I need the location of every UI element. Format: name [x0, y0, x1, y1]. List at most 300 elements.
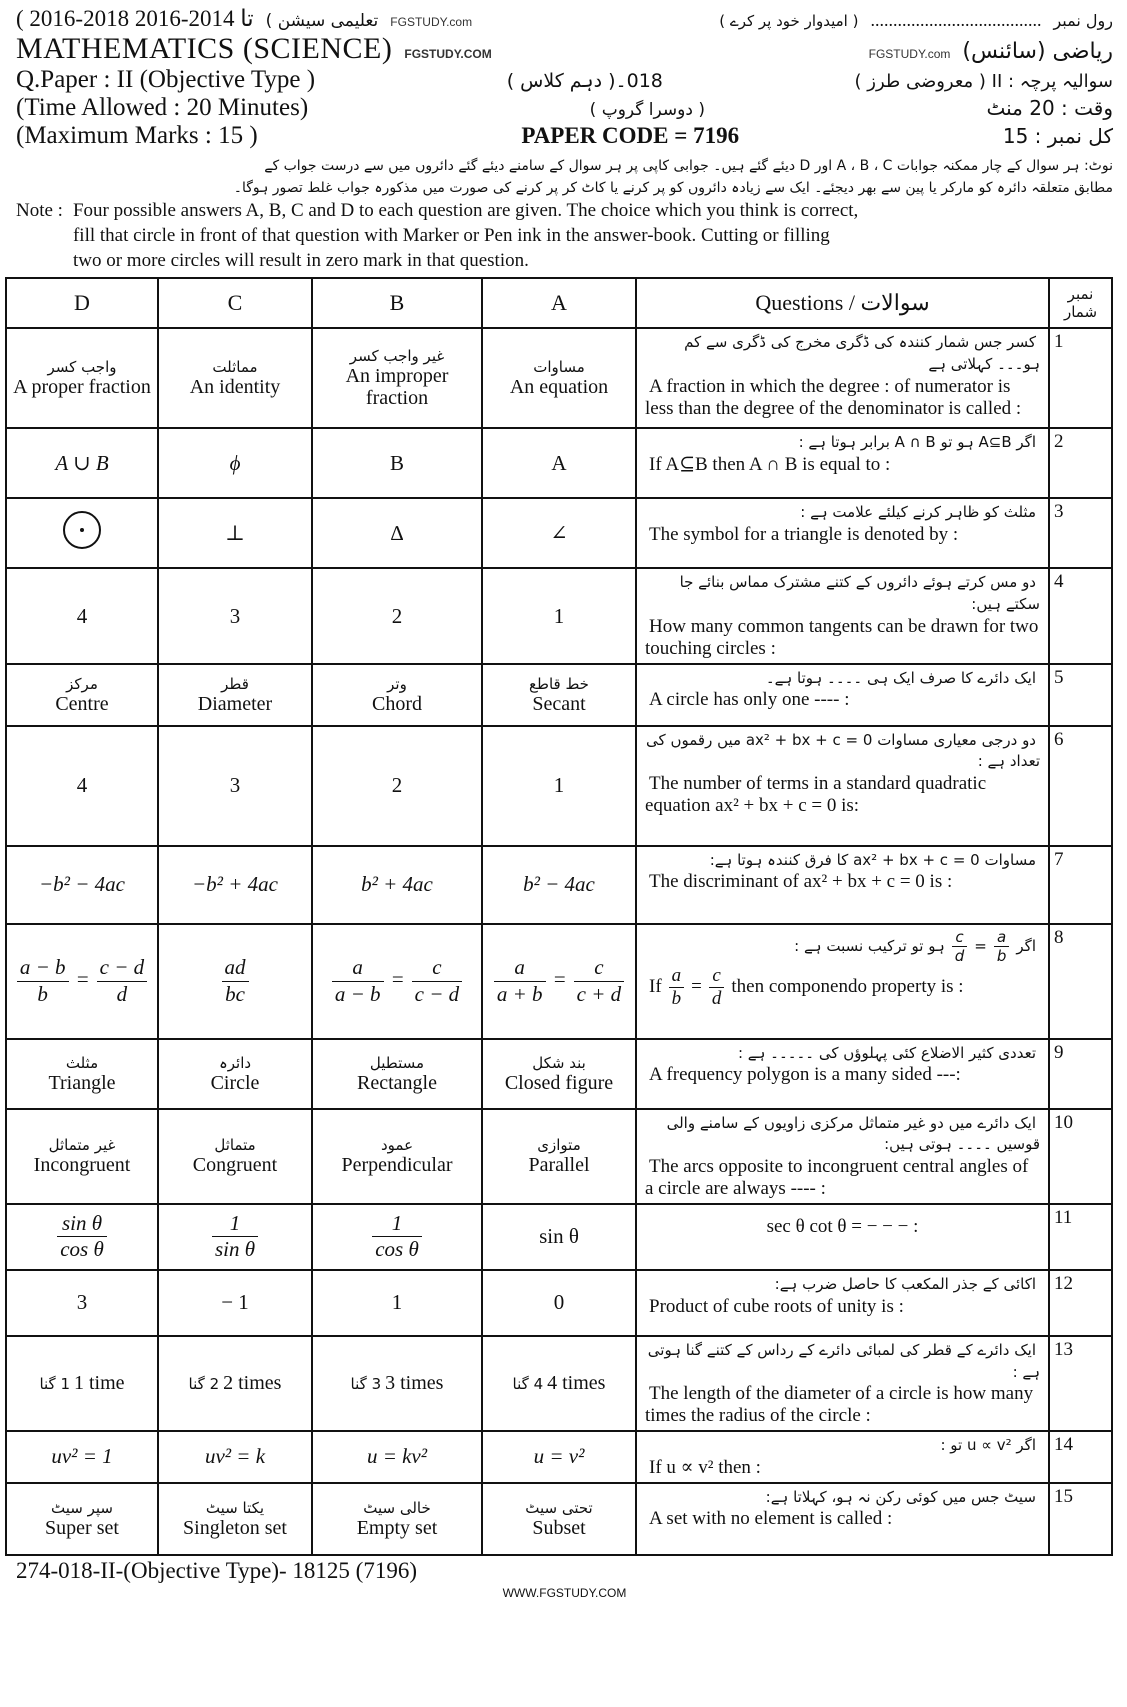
question-row — [6, 1109, 1112, 1204]
option-value: A — [551, 450, 567, 475]
option-c[interactable] — [158, 726, 312, 846]
option-english-label: An improper fraction — [345, 365, 449, 410]
fraction-denominator: b — [37, 981, 48, 1006]
option-expression — [209, 1211, 261, 1262]
option-b[interactable] — [312, 1039, 482, 1109]
option-d[interactable] — [6, 328, 158, 428]
option-math: −b² + 4ac — [192, 872, 278, 897]
question-text — [636, 1336, 1049, 1431]
text-part: = — [691, 976, 702, 998]
option-english-label: Circle — [210, 1071, 260, 1094]
option-b[interactable] — [312, 664, 482, 726]
option-urdu-label: خالی سیٹ — [363, 1498, 431, 1517]
question-english — [645, 1296, 1040, 1318]
fraction — [494, 955, 546, 1006]
option-a[interactable] — [482, 726, 636, 846]
option-english-label: Rectangle — [357, 1071, 437, 1094]
question-urdu — [645, 1435, 1040, 1457]
question-row — [6, 1431, 1112, 1483]
option-english-label: An equation — [509, 376, 609, 399]
question-text — [636, 1483, 1049, 1555]
option-c[interactable] — [158, 1109, 312, 1204]
option-value: 3 — [229, 773, 241, 798]
option-math: A ∪ B — [55, 450, 109, 475]
fraction-denominator: a + b — [496, 981, 543, 1006]
option-english-label: Triangle — [48, 1071, 116, 1094]
option-c[interactable] — [158, 664, 312, 726]
header-subject-line — [16, 32, 1113, 66]
option-english-label: 4 times — [547, 1371, 606, 1394]
fraction — [57, 1211, 107, 1262]
option-value: 4 — [76, 603, 88, 628]
fraction-numerator: c — [709, 965, 725, 989]
fraction-numerator: a — [994, 928, 1010, 947]
option-math: uv² = k — [204, 1444, 266, 1469]
question-text — [636, 568, 1049, 663]
fraction-denominator: sin θ — [214, 1237, 256, 1262]
footer-watermark: WWW.FGSTUDY.COM — [502, 1585, 627, 1600]
option-expression — [329, 955, 465, 1006]
fraction-denominator: bc — [225, 981, 245, 1006]
question-urdu — [645, 432, 1040, 454]
question-text — [636, 1270, 1049, 1336]
question-urdu — [645, 332, 1040, 376]
column-header-serial: نمبر شمار — [1049, 278, 1112, 328]
option-d[interactable] — [6, 498, 158, 568]
fraction-denominator: c − d — [414, 981, 460, 1006]
question-text — [636, 1109, 1049, 1204]
option-b[interactable] — [312, 1336, 482, 1431]
option-value: 3 — [229, 603, 241, 628]
option-d[interactable] — [6, 1039, 158, 1109]
option-c[interactable] — [158, 1336, 312, 1431]
questions-body — [6, 328, 1112, 1554]
option-b[interactable] — [312, 1109, 482, 1204]
question-row — [6, 1204, 1112, 1270]
text-part: مساوات ax² + bx + c = 0 کا فرق کنندہ ہوتا ہے: — [709, 850, 1036, 869]
option-a[interactable] — [482, 428, 636, 498]
option-expression — [369, 1211, 425, 1262]
option-english-label: Closed figure — [504, 1071, 614, 1094]
question-row — [6, 568, 1112, 663]
question-number: 3 — [1049, 498, 1112, 568]
option-c[interactable] — [158, 328, 312, 428]
text-part: A set with no element is called : — [649, 1508, 893, 1530]
option-urdu-label: مرکز — [66, 674, 98, 693]
option-urdu-label: مساوات — [533, 358, 585, 377]
note-line-2: fill that circle in front of that question with Marker or Pen ink in the answer-book. Cutting or filling — [72, 225, 830, 247]
watermark: FGSTUDY.COM — [404, 47, 492, 61]
question-number: 5 — [1049, 664, 1112, 726]
option-english-label: 3 times — [385, 1371, 444, 1394]
option-a[interactable] — [482, 1336, 636, 1431]
option-d[interactable] — [6, 568, 158, 663]
option-d[interactable] — [6, 1336, 158, 1431]
note-urdu-line-2: مطابق متعلقہ دائرہ کو مارکر یا پین سے بھر دیجئے۔ ایک سے زیادہ دائروں کو پر کرنے یا کاٹ کر پر کرنے کی صورت میں مذکورہ جواب غلط تصور ہوگا۔ — [233, 179, 1113, 196]
group-urdu: ( دوسرا گروپ ) — [589, 100, 705, 120]
option-urdu-label: غیر متماثل — [48, 1136, 116, 1155]
question-english — [645, 1156, 1040, 1200]
fraction — [17, 955, 69, 1006]
option-urdu-label: متماثل — [214, 1136, 256, 1155]
option-urdu-label: وتر — [387, 674, 407, 693]
question-urdu — [645, 502, 1040, 524]
option-urdu-label: غیر واجب کسر — [349, 347, 445, 366]
fraction — [669, 965, 685, 1012]
session-years: ( 2016-2018 تا 2014-2016 — [16, 6, 254, 31]
option-math: ϕ — [229, 450, 241, 475]
question-english — [645, 871, 1040, 893]
question-number: 14 — [1049, 1431, 1112, 1483]
option-a[interactable] — [482, 1204, 636, 1270]
option-a[interactable] — [482, 1270, 636, 1336]
text-part: اگر — [1016, 936, 1036, 955]
session-label-urdu: تعلیمی سیشن ) — [265, 11, 379, 31]
option-english-label: Secant — [532, 692, 586, 715]
column-header-d: D — [6, 278, 158, 328]
question-urdu — [645, 1113, 1040, 1157]
fraction — [709, 965, 725, 1012]
question-text — [636, 846, 1049, 924]
question-text — [636, 726, 1049, 846]
question-urdu — [645, 1043, 1040, 1065]
subject-title-urdu: ریاضی (سائنس) — [962, 39, 1113, 64]
option-value: 1 — [553, 773, 565, 798]
option-c[interactable] — [158, 568, 312, 663]
text-part: then componendo property is : — [731, 976, 964, 998]
text-part: = — [75, 966, 90, 991]
question-urdu — [645, 1487, 1040, 1509]
question-english — [645, 524, 1040, 546]
text-part: اگر A⊆B ہو تو A ∩ B برابر ہوتا ہے : — [798, 433, 1036, 452]
fraction-numerator: c — [412, 955, 463, 981]
question-text — [636, 1204, 1049, 1270]
question-urdu — [645, 730, 1040, 774]
note-label: Note : — [16, 200, 63, 222]
question-english — [645, 1508, 1040, 1530]
text-part: مثلث کو ظاہر کرنے کیلئے علامت ہے : — [800, 503, 1036, 522]
option-a[interactable] — [482, 1483, 636, 1555]
text-part: ہو تو ترکیب نسبت ہے : — [794, 936, 945, 955]
question-urdu — [645, 668, 1040, 690]
option-math: −b² − 4ac — [39, 872, 125, 897]
fraction-numerator: c — [952, 928, 968, 947]
option-d[interactable] — [6, 1109, 158, 1204]
text-part: ایک دائرے کے قطر کی لمبائی دائرے کے رداس کے کتنے گنا ہوتی ہے : — [647, 1340, 1040, 1381]
question-row — [6, 664, 1112, 726]
option-c[interactable] — [158, 924, 312, 1039]
option-a[interactable] — [482, 568, 636, 663]
option-expression — [491, 955, 627, 1006]
question-urdu — [645, 850, 1040, 872]
fraction-numerator: ad — [222, 955, 249, 981]
option-c[interactable] — [158, 428, 312, 498]
text-part: A circle has only one ---- : — [649, 689, 850, 711]
option-urdu-label: واجب کسر — [47, 358, 117, 377]
question-text — [636, 328, 1049, 428]
question-english — [645, 454, 1040, 476]
time-urdu: وقت : 20 منٹ — [986, 96, 1113, 120]
option-b[interactable] — [312, 726, 482, 846]
option-english-label: Perpendicular — [341, 1154, 453, 1177]
option-urdu-label: تحتی سیٹ — [525, 1498, 593, 1517]
option-d[interactable] — [6, 1270, 158, 1336]
question-english — [645, 616, 1040, 660]
option-value: 2 — [391, 603, 403, 628]
question-text — [636, 664, 1049, 726]
option-d[interactable] — [6, 1204, 158, 1270]
time-allowed: (Time Allowed : 20 Minutes) — [16, 94, 309, 121]
option-a[interactable] — [482, 498, 636, 568]
text-part: How many common tangents can be drawn for two touching circles : — [645, 615, 1039, 659]
option-urdu-label: سپر سیٹ — [51, 1498, 113, 1517]
subject-title: MATHEMATICS (SCIENCE) — [16, 32, 393, 65]
note-urdu-line-1: نوٹ: ہر سوال کے چار ممکنہ جوابات A ، B ، C اور D دیئے گئے ہیں۔ جوابی کاپی پر ہر سوال کے سامنے دیئے گئے دائروں میں سے درست جواب کے — [264, 158, 1113, 174]
question-number: 7 — [1049, 846, 1112, 924]
option-a[interactable] — [482, 1109, 636, 1204]
question-number: 12 — [1049, 1270, 1112, 1336]
option-c[interactable] — [158, 846, 312, 924]
option-english-label: Parallel — [528, 1154, 590, 1177]
option-urdu-label: یکتا سیٹ — [205, 1498, 265, 1517]
option-c[interactable] — [158, 1204, 312, 1270]
fraction-denominator: c + d — [576, 981, 622, 1006]
text-part: A frequency polygon is a many sided ---: — [649, 1064, 961, 1086]
fraction-numerator: a − b — [17, 955, 69, 981]
option-english-label: Subset — [532, 1516, 586, 1539]
option-a[interactable] — [482, 1431, 636, 1483]
option-b[interactable] — [312, 1270, 482, 1336]
fraction-denominator: d — [116, 981, 128, 1006]
question-number: 1 — [1049, 328, 1112, 428]
option-english-label: 2 times — [223, 1371, 282, 1394]
text-part: اگر u ∝ v² تو : — [940, 1436, 1036, 1454]
option-value: ∠ — [550, 520, 568, 545]
option-a[interactable] — [482, 924, 636, 1039]
roll-number-field[interactable]: ...................................... — [870, 10, 1042, 30]
option-d[interactable] — [6, 1483, 158, 1555]
option-b[interactable] — [312, 498, 482, 568]
fraction — [222, 955, 249, 1006]
option-d[interactable] — [6, 1431, 158, 1483]
column-header-b: B — [312, 278, 482, 328]
option-value: ⊥ — [225, 520, 245, 545]
option-urdu-label: 1 گنا — [39, 1374, 70, 1393]
marks-urdu: کل نمبر : 15 — [1002, 124, 1113, 148]
option-english-label: Incongruent — [33, 1154, 131, 1177]
question-english — [645, 773, 1040, 817]
option-urdu-label: دائرہ — [218, 1053, 252, 1072]
question-text — [636, 1431, 1049, 1483]
column-header-c: C — [158, 278, 312, 328]
text-part: سیٹ جس میں کوئی رکن نہ ہو، کہلاتا ہے: — [765, 1487, 1036, 1506]
text-part: A fraction in which the degree : of numerator is less than the degree of the denominator is called : — [645, 375, 1022, 419]
text-part: کسر جس شمار کنندہ کی ڈگری مخرج کی ڈگری سے کم ہو۔۔۔ کہلاتی ہے — [684, 333, 1040, 374]
question-english — [645, 1216, 1040, 1238]
option-value: B — [389, 450, 404, 475]
option-b[interactable] — [312, 846, 482, 924]
option-a[interactable] — [482, 664, 636, 726]
option-c[interactable] — [158, 1431, 312, 1483]
paper-type: Q.Paper : II (Objective Type ) — [16, 66, 316, 93]
header-session-line — [16, 6, 1113, 32]
option-value: 4 — [76, 773, 88, 798]
option-b[interactable] — [312, 1431, 482, 1483]
instructions — [16, 156, 1113, 273]
option-value: 1 — [553, 603, 565, 628]
option-math: b² + 4ac — [361, 872, 433, 897]
question-row — [6, 1483, 1112, 1555]
option-b[interactable] — [312, 568, 482, 663]
option-c[interactable] — [158, 1483, 312, 1555]
question-row — [6, 1039, 1112, 1109]
text-part: دو مس کرتے ہوئے دائروں کے کتنے مشترک مماس بنائے جا سکتے ہیں: — [679, 573, 1040, 614]
question-row — [6, 1336, 1112, 1431]
option-b[interactable] — [312, 328, 482, 428]
text-part: Product of cube roots of unity is : — [649, 1295, 904, 1317]
fraction — [412, 955, 463, 1006]
option-b[interactable] — [312, 1204, 482, 1270]
fraction-numerator: 1 — [212, 1211, 258, 1237]
text-part: = — [552, 966, 567, 991]
watermark: FGSTUDY.com — [868, 47, 951, 61]
column-header-questions: Questions / سوالات — [636, 278, 1049, 328]
text-part: The discriminant of ax² + bx + c = 0 is : — [649, 871, 953, 893]
fraction-numerator: sin θ — [57, 1211, 107, 1237]
option-urdu-label: عمود — [380, 1136, 414, 1155]
text-part: If u ∝ v² then : — [649, 1456, 761, 1478]
roll-number-label: رول نمبر — [1053, 11, 1113, 30]
fraction-numerator: a — [494, 955, 546, 981]
question-english — [645, 1064, 1040, 1086]
text-part: The symbol for a triangle is denoted by : — [649, 524, 959, 546]
text-part: = — [390, 966, 405, 991]
maximum-marks: (Maximum Marks : 15 ) — [16, 122, 258, 149]
option-english-label: An identity — [189, 376, 281, 399]
option-value: 1 — [391, 1290, 403, 1315]
fraction-numerator: c − d — [97, 955, 148, 981]
option-urdu-label: 4 گنا — [512, 1374, 544, 1393]
option-urdu-label: مستطیل — [369, 1053, 425, 1072]
paper-type-urdu: سوالیہ پرچہ : II ( معروضی طرز ) — [854, 71, 1113, 92]
option-english-label: Diameter — [197, 692, 273, 715]
option-b[interactable] — [312, 428, 482, 498]
option-d[interactable] — [6, 726, 158, 846]
question-urdu — [645, 1274, 1040, 1296]
note-line-1: Four possible answers A, B, C and D to each question are given. The choice which you think is correct, — [72, 200, 859, 222]
option-d[interactable] — [6, 846, 158, 924]
question-english — [645, 965, 1040, 1012]
option-a[interactable] — [482, 328, 636, 428]
option-english-label: Super set — [45, 1516, 119, 1539]
text-part: دو درجی معیاری مساوات ax² + bx + c = 0 میں رقموں کی تعداد ہے : — [646, 730, 1040, 771]
watermark: FGSTUDY.com — [390, 15, 473, 29]
option-value: 3 — [76, 1290, 88, 1315]
text-part: If — [649, 976, 662, 998]
option-urdu-label: مماثلت — [212, 358, 258, 377]
questions-table — [5, 277, 1113, 1555]
option-urdu-label: 2 گنا — [188, 1374, 220, 1393]
note-line-3: two or more circles will result in zero mark in that question. — [72, 249, 529, 271]
header-paper-line — [16, 66, 1113, 94]
question-row — [6, 924, 1112, 1039]
option-english-label: Chord — [372, 692, 422, 715]
question-urdu — [645, 572, 1040, 616]
option-urdu-label: مثلث — [65, 1053, 99, 1072]
option-a[interactable] — [482, 1039, 636, 1109]
option-expression — [219, 955, 252, 1006]
option-c[interactable] — [158, 1270, 312, 1336]
fraction — [332, 955, 384, 1006]
option-d[interactable] — [6, 428, 158, 498]
question-number: 4 — [1049, 568, 1112, 663]
fraction-denominator: b — [996, 946, 1007, 965]
question-text — [636, 428, 1049, 498]
option-math: b² − 4ac — [523, 872, 595, 897]
question-text — [636, 498, 1049, 568]
option-english-label: Singleton set — [183, 1516, 287, 1539]
option-c[interactable] — [158, 1039, 312, 1109]
option-urdu-label: 3 گنا — [350, 1374, 382, 1393]
option-expression — [54, 1211, 110, 1262]
option-urdu-label: قطر — [221, 674, 249, 693]
option-urdu-label: خط قاطع — [529, 674, 589, 693]
question-number: 9 — [1049, 1039, 1112, 1109]
option-d[interactable] — [6, 924, 158, 1039]
text-part: The number of terms in a standard quadratic equation ax² + bx + c = 0 is: — [645, 773, 987, 816]
option-a[interactable] — [482, 846, 636, 924]
question-number: 8 — [1049, 924, 1112, 1039]
text-part: ایک دائرے کا صرف ایک ہی ۔۔۔۔ ہوتا ہے۔ — [765, 668, 1036, 687]
note-english — [16, 199, 1113, 273]
fraction — [372, 1211, 422, 1262]
roll-note-urdu: ( امیدوار خود پر کرے ) — [719, 12, 859, 30]
fraction-denominator: cos θ — [375, 1237, 419, 1262]
column-header-a: A — [482, 278, 636, 328]
question-text — [636, 924, 1049, 1039]
option-c[interactable] — [158, 498, 312, 568]
question-row — [6, 428, 1112, 498]
text-part: = — [974, 936, 987, 955]
option-english-label: Centre — [55, 692, 109, 715]
fraction — [952, 928, 968, 965]
option-d[interactable] — [6, 664, 158, 726]
question-number: 15 — [1049, 1483, 1112, 1555]
text-part: The length of the diameter of a circle is how many times the radius of the circle : — [645, 1383, 1034, 1427]
question-row — [6, 846, 1112, 924]
option-b[interactable] — [312, 924, 482, 1039]
option-value: sin θ — [539, 1224, 579, 1249]
fraction-numerator: a — [669, 965, 685, 989]
fraction-numerator: a — [332, 955, 384, 981]
question-number: 6 — [1049, 726, 1112, 846]
question-number: 2 — [1049, 428, 1112, 498]
option-math: u = v² — [533, 1444, 585, 1469]
question-urdu — [645, 1340, 1040, 1384]
paper-code: PAPER CODE = 7196 — [521, 123, 740, 148]
option-math: uv² = 1 — [51, 1444, 113, 1469]
question-number: 13 — [1049, 1336, 1112, 1431]
question-english — [645, 689, 1040, 711]
question-text — [636, 1039, 1049, 1109]
fraction-numerator: 1 — [372, 1211, 422, 1237]
text-part: اکائی کے جذر المکعب کا حاصل ضرب ہے: — [774, 1274, 1036, 1293]
header-marks-line — [16, 122, 1113, 150]
option-b[interactable] — [312, 1483, 482, 1555]
option-english-label: A proper fraction — [13, 376, 151, 399]
question-english — [645, 376, 1040, 420]
fraction-denominator: d — [711, 988, 722, 1010]
